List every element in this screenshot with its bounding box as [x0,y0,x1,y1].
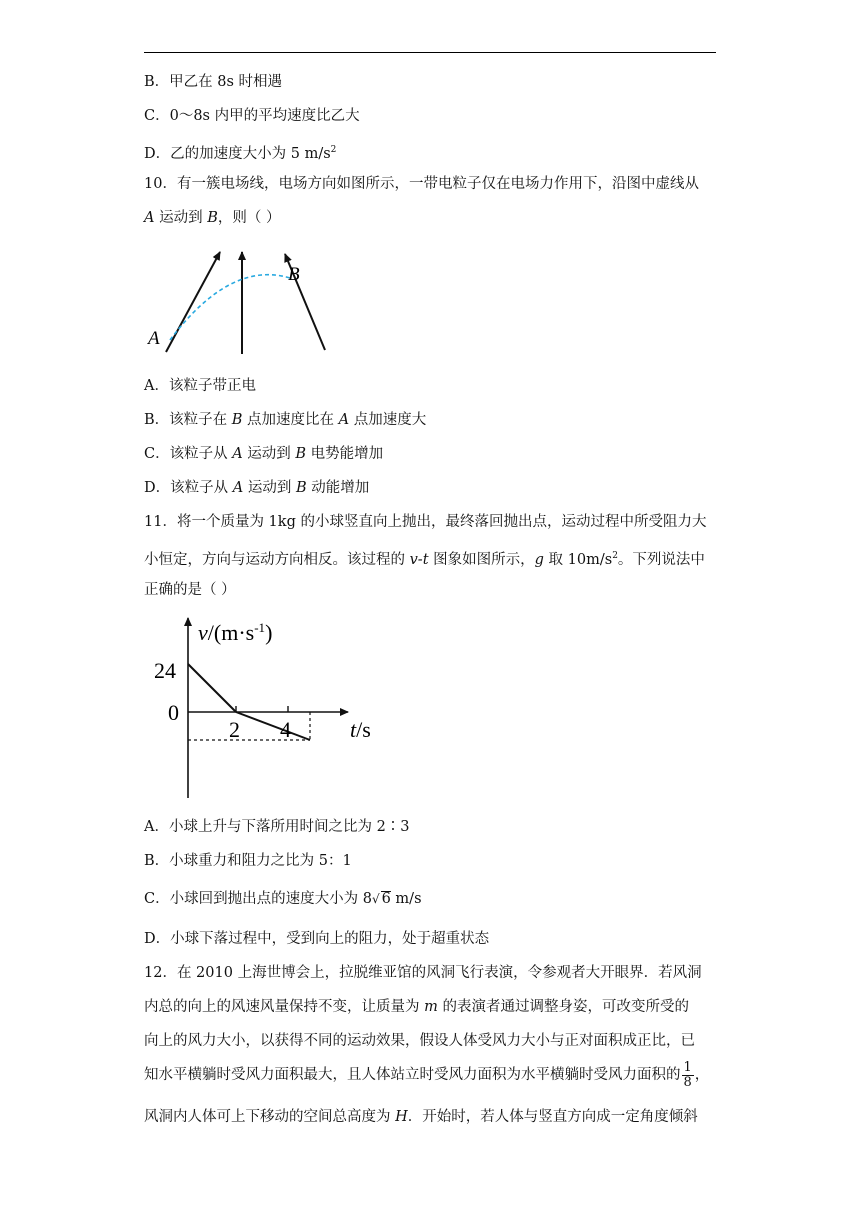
q10-option-c: C．该粒子从 A 运动到 B 电势能增加 [144,446,384,462]
q9-option-c: C．0～8s 内甲的平均速度比乙大 [144,108,360,124]
q11-option-a: A．小球上升与下落所用时间之比为 2∶3 [144,819,410,835]
particle-trajectory [170,275,290,340]
point-label-a: A [148,328,160,349]
tick-label-0: 0 [168,700,179,725]
electric-field-figure [140,240,340,360]
tick-label-4: 4 [280,717,291,742]
q12-line3: 向上的风力大小，以获得不同的运动效果，假设人体受风力大小与正对面积成正比，已 [144,1033,695,1049]
vt-graph [154,612,400,807]
q11-option-d: D．小球下落过程中，受到向上的阻力，处于超重状态 [144,931,490,947]
field-line-left [166,252,220,352]
q11-stem-line3: 正确的是（ ） [144,582,236,598]
tick-label-2: 2 [229,717,240,742]
tick-label-24: 24 [154,658,176,683]
point-label-b: B [288,264,300,285]
y-axis-label: $v/(m\cdot s^{-1})$ [198,620,273,645]
q9-option-d: D．乙的加速度大小为 5 $m/s^2$ [144,145,337,162]
q12-line2: 内总的向上的风速风量保持不变，让质量为 m 的表演者通过调整身姿，可改变所受的 [144,999,689,1015]
q12-line5: 风洞内人体可上下移动的空间总高度为 H．开始时，若人体与竖直方向成一定角度倾斜 [144,1109,698,1125]
velocity-line-down [236,712,310,740]
q10-option-a: A．该粒子带正电 [144,378,256,394]
header-rule [144,52,716,53]
q12-line1: 12．在 2010 上海世博会上，拉脱维亚馆的风洞飞行表演，令参观者大开眼界．若风洞 [144,965,702,981]
q11-stem-line1: 11．将一个质量为 1kg 的小球竖直向上抛出，最终落回抛出点，运动过程中所受阻力大 [144,514,707,530]
q10-option-d: D．该粒子从 A 运动到 B 动能增加 [144,480,370,496]
q10-stem-line1: 10．有一簇电场线，电场方向如图所示，一带电粒子仅在电场力作用下，沿图中虚线从 [144,176,699,192]
q11-option-b: B．小球重力和阻力之比为 5：1 [144,853,352,869]
q10-stem-line2: A 运动到 B，则（ ） [144,210,281,226]
velocity-line-up [188,664,236,712]
q11-stem-line2: 小恒定，方向与运动方向相反。该过程的 v-t 图象如图所示，g 取 $10m/s^2$。下列说法中 [144,551,705,568]
q9-option-b: B．甲乙在 8s 时相遇 [144,74,283,90]
x-axis-label: t/s [350,717,371,742]
q10-option-b: B．该粒子在 B 点加速度比在 A 点加速度大 [144,412,427,428]
q11-option-c: C．小球回到抛出点的速度大小为 8√ 6 m/s [144,891,422,907]
fraction-one-eighth: $\frac{1}{8}$ [683,1059,692,1090]
q12-line4: 知水平横躺时受风力面积最大，且人体站立时受风力面积为水平横躺时受风力面积的 $\frac{1}{8}$ ， [144,1059,710,1090]
